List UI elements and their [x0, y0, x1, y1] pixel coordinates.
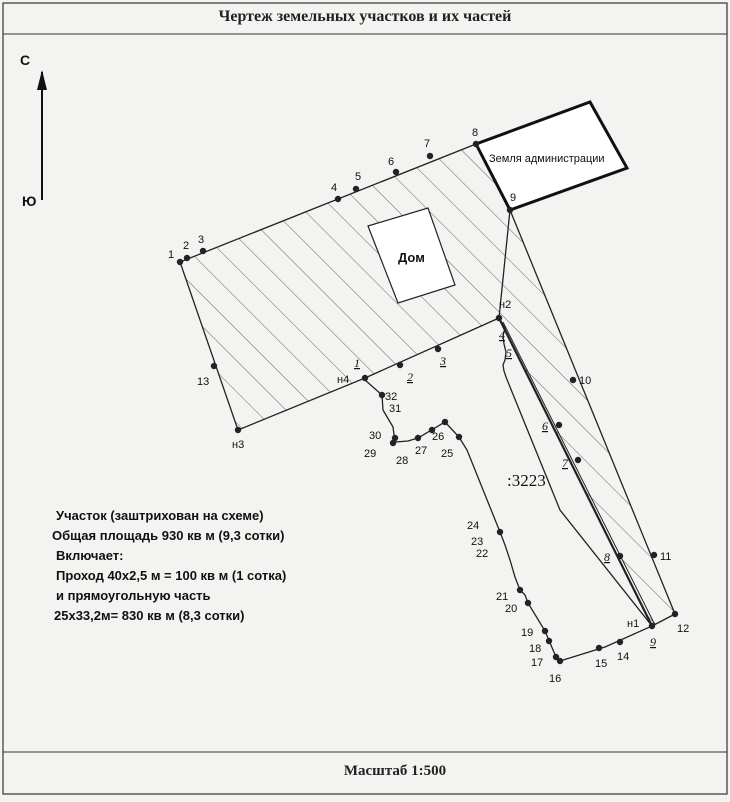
- parcel-id-label: :3223: [507, 471, 546, 490]
- point-label: 16: [549, 673, 562, 685]
- underlined-label: 2: [407, 370, 413, 384]
- house-label: Дом: [398, 250, 425, 265]
- point-label: 7: [424, 138, 431, 150]
- legend-line: Включает:: [56, 548, 124, 563]
- vertex-n4: [362, 375, 368, 381]
- point-label: 11: [660, 551, 672, 563]
- vertex-u3: [435, 346, 441, 352]
- vertex-25: [456, 434, 462, 440]
- hatched-parcel: [180, 144, 510, 430]
- vertex-14: [617, 639, 623, 645]
- point-label: 29: [364, 448, 377, 460]
- vertex-3: [200, 248, 206, 254]
- point-label: н2: [499, 299, 512, 311]
- underlined-label: 6: [542, 419, 548, 433]
- legend-line: и прямоугольную часть: [56, 588, 211, 603]
- point-label: 24: [467, 520, 480, 532]
- legend-line: 25х33,2м= 830 кв м (8,3 сотки): [54, 608, 245, 623]
- underlined-label: 8: [604, 550, 610, 564]
- legend-line: Участок (заштрихован на схеме): [56, 508, 264, 523]
- vertex-24: [497, 529, 503, 535]
- vertex-n1: [649, 623, 655, 629]
- point-label: 14: [617, 651, 630, 663]
- underlined-label: 4: [499, 328, 505, 342]
- point-label: 18: [529, 643, 542, 655]
- scale-label: Масштаб 1:500: [343, 763, 447, 779]
- underlined-label: 7: [562, 456, 568, 470]
- vertex-20: [525, 600, 531, 606]
- point-label: 3: [198, 234, 205, 246]
- point-label: 19: [521, 627, 534, 639]
- legend-line: Проход 40х2,5 м = 100 кв м (1 сотка): [56, 568, 287, 583]
- vertex-u8: [617, 553, 623, 559]
- admin-land-label: Земля администрации: [489, 153, 605, 165]
- hatched-passage: [499, 210, 675, 626]
- drawing-title: Чертеж земельных участков и их частей: [218, 8, 512, 25]
- compass-arrow: [20, 52, 47, 209]
- underlined-label: 3: [440, 354, 446, 368]
- vertex-11: [651, 552, 657, 558]
- vertex-30: [392, 435, 398, 441]
- vertex-10: [570, 377, 576, 383]
- vertex-12: [672, 611, 678, 617]
- point-label: 2: [183, 240, 190, 252]
- point-label: н3: [232, 439, 245, 451]
- point-label: 1: [168, 249, 175, 261]
- point-label: 25: [441, 448, 454, 460]
- south-label: Ю: [22, 193, 37, 209]
- vertex-13: [211, 363, 217, 369]
- point-label: 32: [385, 391, 398, 403]
- point-label: 26: [432, 431, 445, 443]
- point-label: н4: [337, 374, 350, 386]
- vertex-u2: [397, 362, 403, 368]
- point-label: 17: [531, 657, 544, 669]
- underlined-label: 5: [506, 346, 512, 360]
- point-label: 31: [389, 403, 402, 415]
- vertex-17: [553, 654, 559, 660]
- point-label: н1: [627, 618, 640, 630]
- vertex-u6: [556, 422, 562, 428]
- point-label: 22: [476, 548, 489, 560]
- sheet-frame: [3, 3, 727, 794]
- north-label: С: [20, 52, 31, 68]
- vertex-2: [184, 255, 190, 261]
- vertex-n3: [235, 427, 241, 433]
- vertex-19: [542, 628, 548, 634]
- vertex-8: [473, 141, 479, 147]
- point-label: 20: [505, 603, 518, 615]
- point-label: 30: [369, 430, 382, 442]
- legend-box: [52, 506, 352, 626]
- vertex-n2: [496, 315, 502, 321]
- point-label: 12: [677, 623, 690, 635]
- legend-line: Общая площадь 930 кв м (9,3 сотки): [52, 528, 285, 543]
- vertex-9: [507, 207, 513, 213]
- vertex-6: [393, 169, 399, 175]
- vertex-4: [335, 196, 341, 202]
- vertex-7: [427, 153, 433, 159]
- vertex-15: [596, 645, 602, 651]
- point-label: 27: [415, 445, 428, 457]
- vertex-26: [442, 419, 448, 425]
- point-label: 13: [197, 376, 210, 388]
- point-label: 4: [331, 182, 338, 194]
- vertex-28: [415, 435, 421, 441]
- point-label: 28: [396, 455, 409, 467]
- point-label: 5: [355, 171, 362, 183]
- underlined-label: 9: [650, 635, 656, 649]
- vertex-1: [177, 259, 183, 265]
- point-label: 15: [595, 658, 608, 670]
- point-label: 21: [496, 591, 509, 603]
- vertex-5: [353, 186, 359, 192]
- point-label: 23: [471, 536, 484, 548]
- point-label: 10: [579, 375, 592, 387]
- vertex-u7: [575, 457, 581, 463]
- point-label: 9: [510, 192, 517, 204]
- vertex-18: [546, 638, 552, 644]
- point-label: 8: [472, 127, 479, 139]
- vertex-21: [517, 587, 523, 593]
- underlined-label: 1: [354, 356, 360, 370]
- point-label: 6: [388, 156, 395, 168]
